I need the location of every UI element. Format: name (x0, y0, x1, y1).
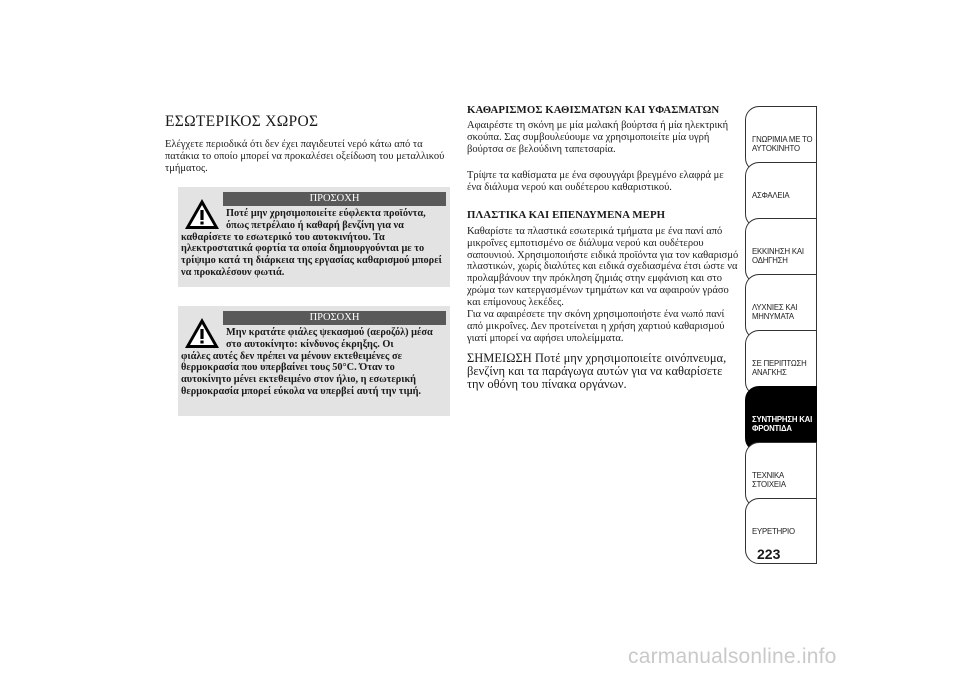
warning-rest-text: καθαρίσετε το εσωτερικό του αυτοκινήτου. Τα ηλεκτροστατικά φορτία τα οποία δημιουργούνται με το τρίψιμο κατά τη διάρκεια της εργασίας καθαρισμού μπορεί να προκαλέσουν φωτιά. (181, 231, 442, 278)
plastic-paragraph-2: Για να αφαιρέσετε την σκόνη χρησιμοποιήστε ένα νωπό πανί από μικροΐνες. Δεν προτείνεται η χρήση χαρτιού καθαρισμού γιατί μπορεί να αφήσει υπολείμματα. (467, 309, 725, 344)
tab-label: ΓΝΩΡΙΜΙΑ ΜΕ ΤΟ (752, 135, 813, 144)
warning-rest-text: φιάλες αυτές δεν πρέπει να μένουν εκτεθειμένες σε θερμοκρασία που υπερβαίνει τους 50°C. Όταν το αυτοκίνητο μένει εκτεθειμένο στον ήλιο, η εσωτερική θερμοκρασία μπορεί εύκολα να υπερβεί αυτή την τιμή. (181, 350, 421, 397)
tab-label: ΜΗΝΥΜΑΤΑ (752, 312, 794, 321)
warning-lead-text: Ποτέ μην χρησιμοποιείτε εύφλεκτα προϊόντα, όπως πετρέλαιο ή καθαρή βενζίνη για να (226, 208, 426, 231)
warning-heading: ΠΡΟΣΟΧΗ (223, 311, 446, 325)
plastic-heading: ΠΛΑΣΤΙΚΑ ΚΑΙ ΕΠΕΝΔΥΜΕΝΑ ΜΕΡΗ (467, 209, 666, 221)
tab-label: ΕΥΡΕΤΗΡΙΟ (752, 527, 795, 536)
seats-paragraph-2: Τρίψτε τα καθίσματα με ένα σφουγγάρι βρεγμένο ελαφρά με ένα διάλυμα νερού και ουδέτερου καθαριστικού. (467, 170, 724, 193)
plastic-paragraph-1: Καθαρίστε τα πλαστικά εσωτερικά τμήματα με ένα πανί από μικροΐνες εμποτισμένο σε διάλυμα νερού και ουδέτερου σαπουνιού. Χρησιμοποιήστε ειδικά προϊόντα για τον καθαρισμό πλαστικών, χωρίς διαλύτες και ειδικά σχεδιασμένα έτσι ώστε να προλαμβάνουν την πρόκληση ζημιάς στην εμφάνιση και στο χρώμα των κατεργασμένων τμημάτων και να αφαιρούν γράσο και επίμονους λεκέδες. (467, 226, 739, 308)
seats-heading: ΚΑΘΑΡΙΣΜΟΣ ΚΑΘΙΣΜΑΤΩΝ ΚΑΙ ΥΦΑΣΜΑΤΩΝ (467, 104, 720, 116)
warning-text (181, 208, 447, 279)
intro-paragraph: Ελέγχετε περιοδικά ότι δεν έχει παγιδευτεί νερό κάτω από τα πατάκια το οποίο μπορεί να προκαλέσει οξείδωση του μεταλλικού τμήματος. (165, 139, 445, 174)
tab-label: ΑΝΑΓΚΗΣ (752, 368, 787, 377)
watermark-text: carmanualsonline.info (628, 645, 837, 668)
tab-label: ΤΕΧΝΙΚΑ ΣΤΟΙΧΕΙΑ (752, 471, 786, 489)
tab-label: ΣΥΝΤΗΡΗΣΗ ΚΑΙ (752, 415, 813, 424)
seats-paragraph-1: Αφαιρέστε τη σκόνη με μία μαλακή βούρτσα ή μία ηλεκτρική σκούπα. Σας συμβουλεύουμε να χρησιμοποιείτε μία υγρή βούρτσα σε βελούδινη ταπετσαρία. (467, 120, 729, 155)
tab-label: ΑΥΤΟΚΙΝΗΤΟ (752, 144, 800, 153)
warning-box-aerosol (178, 306, 450, 416)
section-title: ΕΣΩΤΕΡΙΚΟΣ ΧΩΡΟΣ (165, 113, 319, 130)
tab-label: ΦΡΟΝΤΙΔΑ (752, 424, 792, 433)
note-paragraph: ΣΗΜΕΙΩΣΗ Ποτέ μην χρησιμοποιείτε οινόπνευμα, βενζίνη και τα παράγωγα αυτών για να καθαρίσετε την οθόνη του πίνακα οργάνων. (467, 351, 727, 392)
tab-label: ΣΕ ΠΕΡΙΠΤΩΣΗ (752, 359, 807, 368)
warning-lead-text: Μην κρατάτε φιάλες ψεκασμού (αεροζόλ) μέσα στο αυτοκίνητο: κίνδυνος έκρηξης. Οι (226, 327, 433, 350)
warning-heading: ΠΡΟΣΟΧΗ (223, 192, 446, 206)
nav-tab-index[interactable] (745, 498, 817, 564)
tab-label: ΑΣΦΑΛΕΙΑ (752, 191, 790, 200)
tab-label: ΕΚΚΙΝΗΣΗ ΚΑΙ (752, 247, 804, 256)
tab-label: ΟΔΗΓΗΣΗ (752, 256, 788, 265)
tab-label: ΛΥΧΝΙΕΣ ΚΑΙ (752, 303, 798, 312)
warning-text (181, 327, 447, 398)
warning-box-flammable (178, 187, 450, 287)
page-number: 223 (757, 546, 781, 562)
